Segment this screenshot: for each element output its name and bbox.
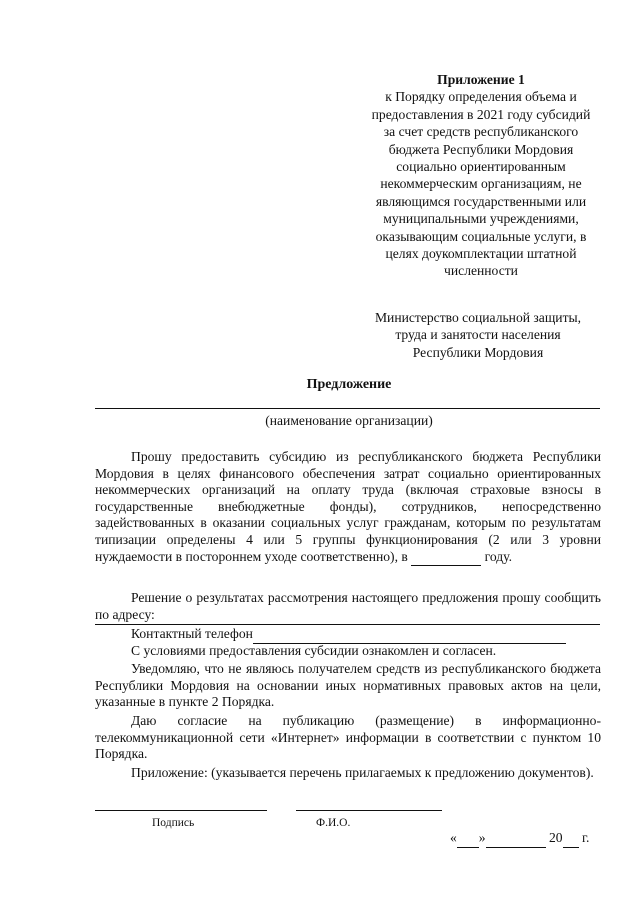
date-quote-close: » [478,830,486,845]
document-heading: Предложение [306,377,392,392]
year-suffix-label: г. [582,830,590,845]
conditions-text: С условиями предоставления субсидии ознакомлен и согласен. [131,643,497,658]
appendix-title: Приложение 1 [437,72,525,87]
appendix-line: бюджета Республики Мордовия [388,141,574,157]
request-end-text: году. [484,548,513,564]
appendix-line: некоммерческим организациям, не [380,176,582,192]
full-name-field[interactable] [296,810,442,811]
recipient-line: Республики Мордовия [412,344,544,360]
day-field[interactable] [457,830,479,848]
year-prefix: 20 [549,830,563,845]
appendix-line: к Порядку определения объема и [385,89,577,105]
recipient-block [340,309,616,361]
request-paragraph [95,449,601,566]
appendix-block [356,71,606,280]
notify-paragraph: Уведомляю, что не являюсь получателем средств из республиканского бюджета Республики Мордовия на основании иных нормативных правовых актов на цели, указанные в пункте 2 Порядка. [95,661,601,710]
month-field[interactable] [486,830,546,848]
signature-field[interactable] [95,810,267,811]
appendix-line: предоставления в 2021 году субсидий [371,106,591,122]
date-line [450,830,589,848]
appendix-line: являющимся государственными или [375,193,587,209]
decision-paragraph: Решение о результатах рассмотрения настоящего предложения прошу сообщить по адресу: [95,590,601,622]
appendix-line: оказывающим социальные услуги, в [375,228,587,244]
attachment-paragraph: Приложение: (указывается перечень прилагаемых к предложению документов). [131,765,594,780]
organization-name-field[interactable] [95,408,600,409]
phone-line [131,626,566,644]
appendix-line: за счет средств республиканского [383,124,579,140]
recipient-line: труда и занятости населения [395,327,561,343]
year-field[interactable] [411,549,481,567]
date-quote-open: « [450,830,457,845]
signature-label: Подпись [152,817,195,829]
phone-label: Контактный телефон [131,626,253,641]
consent-paragraph: Даю согласие на публикацию (размещение) в информационно-телекоммуникационной сети «Интернет» информации в соответствии с пунктом 10 Порядка. [95,713,601,762]
appendix-line: социально ориентированным [396,159,566,175]
request-text: Прошу предоставить субсидию из республиканского бюджета Республики Мордовия в целях финансового обеспечения затрат социально ориентированных некоммерческих организаций на оплату труда (включая страховые взносы в государственные внебюджетные фонды), сотрудников, непосредственно задействованных в оказании социальных услуг гражданам, которым по результатам типизации определены 4 или 5 группы функционирования (2 или 3 уровни нуждаемости в постороннем уходе соответственно), в [95,449,601,564]
organization-name-label: (наименование организации) [265,413,433,428]
recipient-line: Министерство социальной защиты, [374,310,582,325]
appendix-line: численности [444,263,518,279]
year-suffix-field[interactable] [563,830,579,848]
appendix-line: муниципальными учреждениями, [383,211,579,227]
address-field[interactable] [95,624,600,625]
appendix-line: целях доукомплектации штатной [385,246,577,262]
phone-field[interactable] [253,626,566,644]
full-name-label: Ф.И.О. [316,817,351,829]
